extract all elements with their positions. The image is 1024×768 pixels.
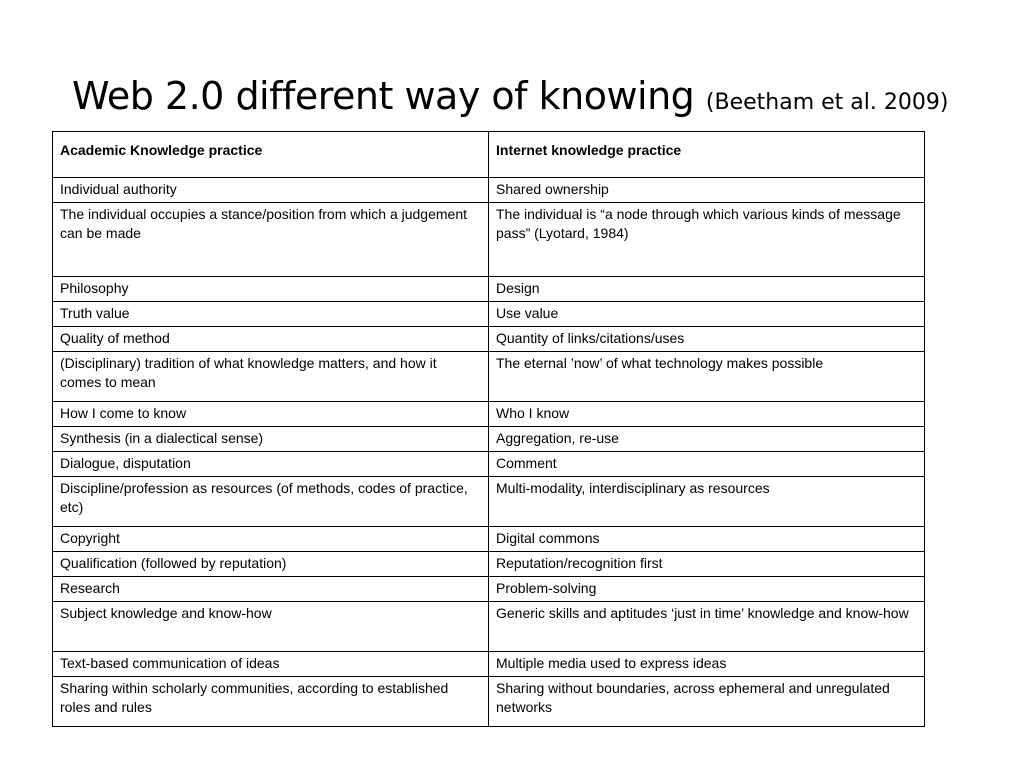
table-row — [53, 178, 925, 203]
cell-academic: Text-based communication of ideas — [53, 652, 489, 677]
table-row — [53, 652, 925, 677]
cell-internet: Design — [489, 277, 925, 302]
cell-academic: Truth value — [53, 302, 489, 327]
cell-internet: Quantity of links/citations/uses — [489, 327, 925, 352]
cell-academic: Discipline/profession as resources (of methods, codes of practice, etc) — [53, 477, 489, 527]
table-row — [53, 302, 925, 327]
cell-academic: Dialogue, disputation — [53, 452, 489, 477]
table-row — [53, 677, 925, 727]
cell-academic: Research — [53, 577, 489, 602]
cell-internet: Sharing without boundaries, across ephemeral and unregulated networks — [489, 677, 925, 727]
cell-internet: Multi-modality, interdisciplinary as resources — [489, 477, 925, 527]
cell-academic: Philosophy — [53, 277, 489, 302]
header-internet: Internet knowledge practice — [489, 132, 925, 178]
slide-citation: (Beetham et al. 2009) — [705, 90, 949, 115]
cell-academic: Quality of method — [53, 327, 489, 352]
cell-internet: Comment — [489, 452, 925, 477]
cell-academic: (Disciplinary) tradition of what knowledge matters, and how it comes to mean — [53, 352, 489, 402]
slide-title-text: Web 2.0 different way of knowing — [72, 74, 695, 118]
cell-academic: Synthesis (in a dialectical sense) — [53, 427, 489, 452]
table-row — [53, 327, 925, 352]
cell-academic: Copyright — [53, 527, 489, 552]
table-row — [53, 277, 925, 302]
table-row — [53, 352, 925, 402]
cell-academic: Qualification (followed by reputation) — [53, 552, 489, 577]
cell-internet: Aggregation, re-use — [489, 427, 925, 452]
cell-internet: Reputation/recognition first — [489, 552, 925, 577]
table-row — [53, 203, 925, 277]
cell-academic: How I come to know — [53, 402, 489, 427]
cell-internet: Generic skills and aptitudes ‘just in time’ knowledge and know-how — [489, 602, 925, 652]
cell-internet: Use value — [489, 302, 925, 327]
comparison-table — [52, 131, 925, 727]
cell-internet: Who I know — [489, 402, 925, 427]
cell-academic: Individual authority — [53, 178, 489, 203]
header-academic: Academic Knowledge practice — [53, 132, 489, 178]
cell-internet: The eternal ’now’ of what technology makes possible — [489, 352, 925, 402]
table-body — [53, 178, 925, 727]
cell-internet: The individual is “a node through which various kinds of message pass” (Lyotard, 1984) — [489, 203, 925, 277]
table-row — [53, 402, 925, 427]
table-row — [53, 602, 925, 652]
cell-academic: Sharing within scholarly communities, according to established roles and rules — [53, 677, 489, 727]
table-row — [53, 527, 925, 552]
table-row — [53, 427, 925, 452]
cell-academic: Subject knowledge and know-how — [53, 602, 489, 652]
table-row — [53, 452, 925, 477]
cell-internet: Multiple media used to express ideas — [489, 652, 925, 677]
slide-title — [72, 70, 948, 129]
table-header-row — [53, 132, 925, 178]
cell-internet: Problem-solving — [489, 577, 925, 602]
cell-internet: Digital commons — [489, 527, 925, 552]
cell-academic: The individual occupies a stance/position from which a judgement can be made — [53, 203, 489, 277]
table-row — [53, 552, 925, 577]
table-row — [53, 577, 925, 602]
table-row — [53, 477, 925, 527]
cell-internet: Shared ownership — [489, 178, 925, 203]
